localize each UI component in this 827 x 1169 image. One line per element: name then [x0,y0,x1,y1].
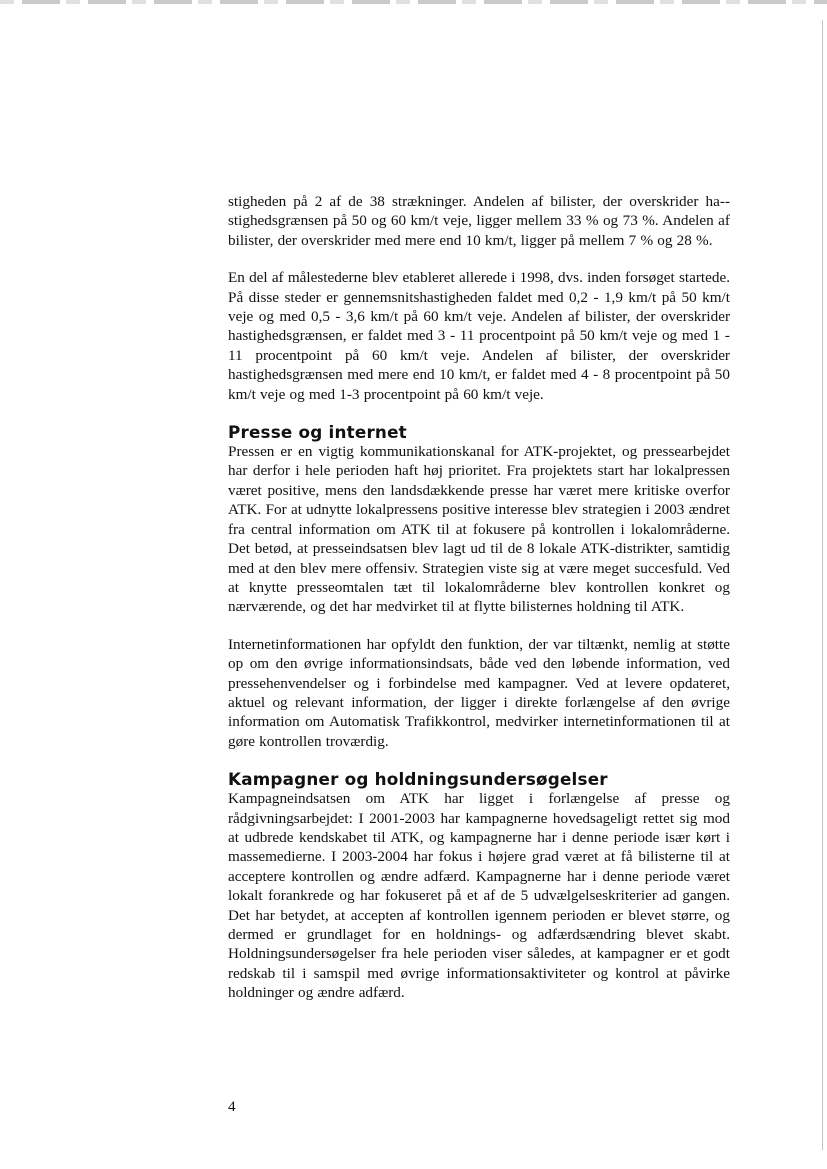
intro-paragraph-1: stigheden på 2 af de 38 strækninger. Andelen af bilister, der overskrider ha-stighedsgrænsen på 50 og 60 km/t veje, ligger mellem 33 % og 73 %. Andelen af bilister, der overskrider med mere end 10 km/t, ligger på mellem 7 % og 28 %. [228,193,730,249]
page-body [228,192,730,1003]
section-heading-press: Presse og internet [228,422,407,443]
page-number: 4 [228,1098,236,1115]
scan-edge-right [822,20,823,1150]
section-heading-campaigns: Kampagner og holdningsundersøgelser [228,769,608,790]
press-paragraph-2: Internetinformationen har opfyldt den funktion, der var tiltænkt, nemlig at støtte op om den øvrige informationsindsats, både ved den løbende information, ved pressehenvendelser og i forbindelse med kampagner. Ved at levere opdateret, aktuel og relevant information, der ligger i direkte forlængelse af den øvrige information om Automatisk Trafikkontrol, medvirker internetinformationen til at gøre kontrollen troværdig. [228,635,730,750]
press-paragraph-1: Pressen er en vigtig kommunikationskanal for ATK-projektet, og pressearbejdet har derfor i hele perioden haft høj prioritet. Fra projektets start har lokalpressen været positive, mens den landsdækkende presse har været mere kritiske overfor ATK. For at udnytte lokalpressens positive interesse blev strategien i 2003 ændret fra central information om ATK til at fokusere på kontrollen i lokalområderne. Det betød, at presseindsatsen blev lagt ud til de 8 lokale ATK-distrikter, samtidig med at den blev mere offensiv. Strategien viste sig at være meget succesfuld. Ved at knytte presseomtalen tæt til lokalområderne blev kontrollen konkret og nærværende, og det har medvirket til at flytte bilisternes holdning til ATK. [228,443,730,616]
scan-edge-top [0,0,827,4]
intro-paragraph-2: En del af målestederne blev etableret allerede i 1998, dvs. inden forsøget startede. På disse steder er gennemsnitshastigheden faldet med 0,2 - 1,9 km/t på 50 km/t veje og med 0,5 - 3,6 km/t på 60 km/t veje. Andelen af bilister, der overskrider hastighedsgrænsen, er faldet med 3 - 11 procentpoint på 50 km/t veje og med 1 - 11 procentpoint på 60 km/t veje. Andelen af bilister, der overskrider hastighedsgrænsen med mere end 10 km/t, er faldet med 4 - 8 procentpoint på 50 km/t veje og med 1-3 procentpoint på 60 km/t veje. [228,269,730,403]
campaigns-paragraph-1: Kampagneindsatsen om ATK har ligget i forlængelse af presse og rådgivningsarbejdet: I 2001-2003 har kampagnerne hovedsageligt rettet sig mod at udbrede kendskabet til ATK, og kampagnerne har i denne periode især kørt i massemedierne. I 2003-2004 har fokus i højere grad været at få bilisterne til at acceptere kontrollen og ændre adfærd. Kampagnerne har i denne periode været lokalt forankrede og har fokuseret på et af de 5 udvælgelseskriterier ad gangen. Det har betydet, at accepten af kontrollen igennem perioden er blevet større, og dermed er grundlaget for en holdnings- og adfærdsændring blevet skabt. Holdningsundersøgelser fra hele perioden viser således, at kampagner er et godt redskab til i samspil med øvrige informationsaktiviteter og kontrol at påvirke holdninger og ændre adfærd. [228,790,730,1002]
